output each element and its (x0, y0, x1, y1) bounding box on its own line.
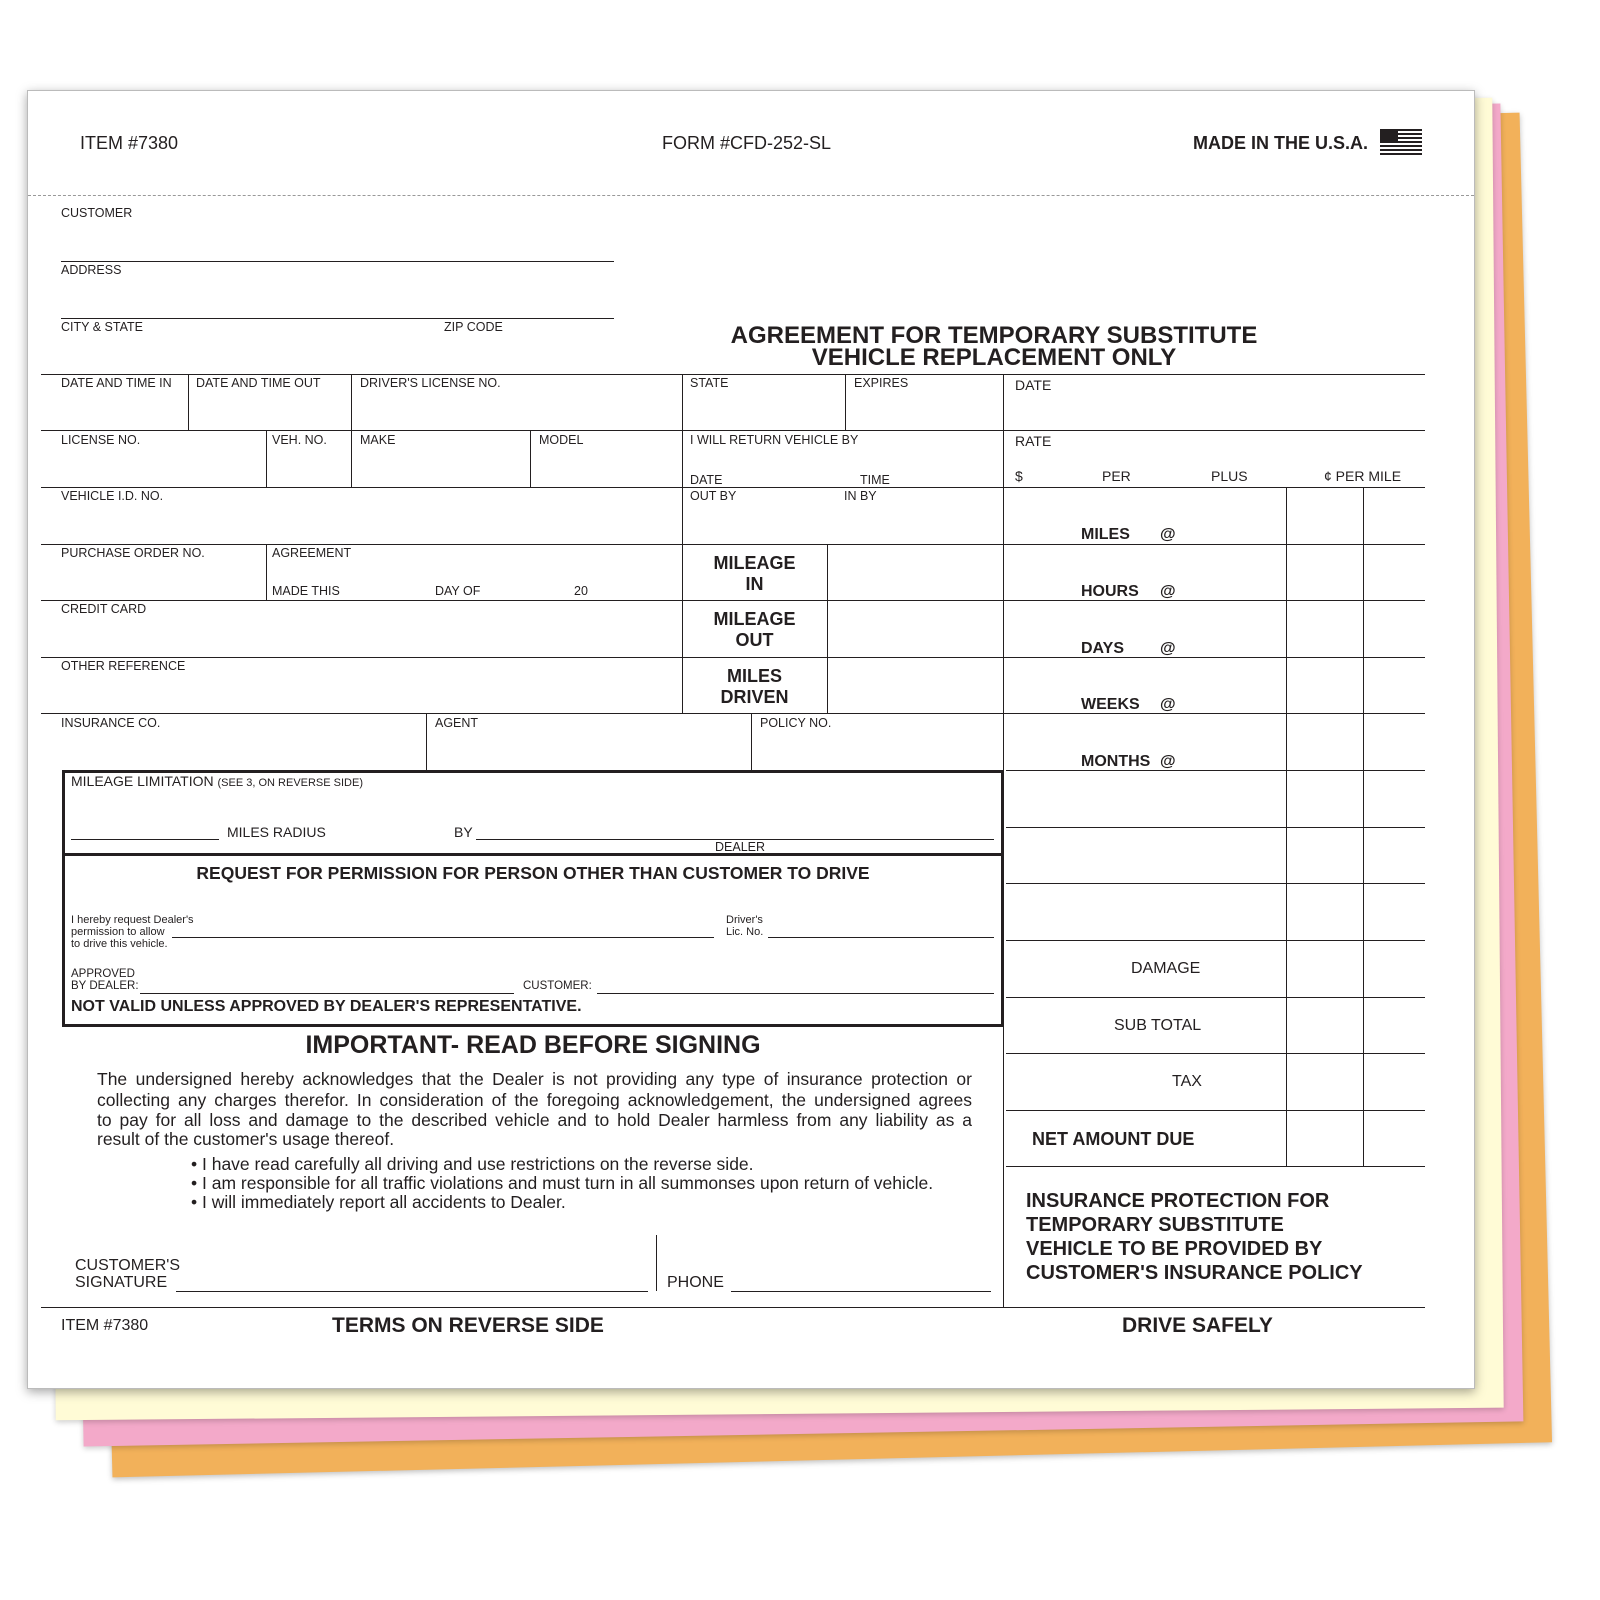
grid-line (351, 374, 352, 430)
not-valid-notice: NOT VALID UNLESS APPROVED BY DEALER'S REPRESENTATIVE. (71, 998, 582, 1015)
drivers-lic-label-2: Lic. No. (726, 926, 764, 938)
terms-on-reverse: TERMS ON REVERSE SIDE (332, 1314, 604, 1337)
drive-safely: DRIVE SAFELY (1122, 1314, 1273, 1337)
dealer-label: DEALER (715, 840, 766, 854)
signature-divider (656, 1235, 657, 1291)
grid-line (751, 713, 752, 770)
mileage-limitation-title: MILEAGE LIMITATION (71, 773, 214, 789)
footer-item-number: ITEM #7380 (61, 1317, 149, 1334)
insurance-notice-2: TEMPORARY SUBSTITUTE (1026, 1214, 1284, 1236)
insurance-notice-4: CUSTOMER'S INSURANCE POLICY (1026, 1262, 1363, 1284)
approved-label-1: APPROVED (71, 968, 135, 980)
charge-months-label: MONTHS (1081, 753, 1151, 770)
agreement-label: AGREEMENT (272, 546, 352, 560)
address-label: ADDRESS (61, 263, 122, 277)
subtotal-label: SUB TOTAL (1114, 1017, 1202, 1034)
charge-miles-label: MILES (1081, 526, 1130, 543)
date-label: DATE (1015, 377, 1052, 393)
drivers-license-label: DRIVER'S LICENSE NO. (360, 376, 501, 390)
model-label: MODEL (539, 433, 584, 447)
address-line[interactable] (61, 318, 614, 319)
return-by-label: I WILL RETURN VEHICLE BY (690, 433, 859, 447)
signature-label-1: CUSTOMER'S (75, 1257, 180, 1274)
insurance-notice-1: INSURANCE PROTECTION FOR (1026, 1190, 1330, 1212)
customer-approval-label: CUSTOMER: (523, 980, 592, 992)
city-state-label: CITY & STATE (61, 320, 143, 334)
rate-plus-label: PLUS (1211, 468, 1248, 484)
in-by-label: IN BY (844, 489, 877, 503)
miles-driven-label-2: DRIVEN (720, 687, 789, 707)
important-line-2: collecting any charges therefor. In consideration of the foregoing acknowledgement, the undersigned agrees (97, 1089, 972, 1110)
policy-no-label: POLICY NO. (760, 716, 832, 730)
customer-label: CUSTOMER (61, 206, 133, 220)
rate-per-label: PER (1102, 468, 1131, 484)
grid-line (426, 713, 427, 770)
customer-signature-line[interactable] (176, 1291, 648, 1292)
tax-label: TAX (1172, 1073, 1202, 1090)
grid-line (41, 487, 1425, 488)
insurance-co-label: INSURANCE CO. (61, 716, 161, 730)
mileage-limitation-label (71, 774, 363, 789)
permission-title: REQUEST FOR PERMISSION FOR PERSON OTHER THAN CUSTOMER TO DRIVE (196, 863, 870, 883)
credit-card-label: CREDIT CARD (61, 602, 147, 616)
mileage-in-label-2: IN (745, 574, 764, 594)
charge-weeks-label: WEEKS (1081, 696, 1140, 713)
made-in-usa: MADE IN THE U.S.A. (1193, 133, 1369, 153)
out-by-label: OUT BY (690, 489, 737, 503)
date-time-in-label: DATE AND TIME IN (61, 376, 172, 390)
signature-label-2: SIGNATURE (75, 1274, 168, 1291)
customer-approval-line[interactable] (597, 993, 994, 994)
state-label: STATE (690, 376, 729, 390)
miles-radius-label: MILES RADIUS (227, 824, 326, 840)
approved-by-dealer-line[interactable] (140, 993, 514, 994)
grid-line (845, 374, 846, 430)
grid-line (1286, 487, 1287, 1167)
return-date-label: DATE (690, 473, 723, 487)
phone-line[interactable] (731, 1291, 991, 1292)
day-of-label: DAY OF (435, 584, 481, 598)
bullet-2: • I am responsible for all traffic violations and must turn in all summonses upon return of vehicle. (191, 1173, 934, 1193)
grid-line (41, 713, 1425, 714)
po-no-label: PURCHASE ORDER NO. (61, 546, 205, 560)
at-sign: @ (1160, 753, 1176, 770)
mileage-out-label: MILEAGE (713, 609, 796, 629)
at-sign: @ (1160, 640, 1176, 657)
agent-label: AGENT (435, 716, 479, 730)
year-prefix: 20 (574, 584, 588, 598)
make-label: MAKE (360, 433, 396, 447)
charge-hours-label: HOURS (1081, 583, 1139, 600)
important-title: IMPORTANT- READ BEFORE SIGNING (305, 1031, 761, 1059)
miles-driven-label: MILES (726, 666, 782, 686)
at-sign: @ (1160, 696, 1176, 713)
rate-cents-per-mile-label: ¢ PER MILE (1324, 468, 1402, 484)
grid-line (41, 600, 1425, 601)
item-number: ITEM #7380 (80, 133, 179, 153)
rate-label: RATE (1015, 433, 1052, 449)
form-title-line2: VEHICLE REPLACEMENT ONLY (811, 344, 1177, 371)
permitted-person-line[interactable] (172, 937, 714, 938)
grid-line (1363, 487, 1364, 1167)
bullet-1: • I have read carefully all driving and use restrictions on the reverse side. (191, 1154, 754, 1174)
form-number: FORM #CFD-252-SL (662, 133, 832, 153)
by-label: BY (454, 824, 473, 840)
drivers-lic-label-1: Driver's (726, 914, 763, 926)
damage-label: DAMAGE (1131, 960, 1201, 977)
mileage-out-label-2: OUT (735, 630, 774, 650)
drivers-lic-line[interactable] (768, 937, 994, 938)
date-time-out-label: DATE AND TIME OUT (196, 376, 321, 390)
important-line-3: to pay for all loss and damage to the described vehicle and to hold Dealer harmless from any liability as a (97, 1110, 972, 1130)
grid-line (351, 430, 352, 487)
expires-label: EXPIRES (854, 376, 909, 390)
important-line-4: result of the customer's usage thereof. (97, 1129, 395, 1149)
request-text-2: permission to allow (71, 926, 165, 938)
grid-line (41, 1307, 1425, 1308)
net-amount-due-label: NET AMOUNT DUE (1032, 1129, 1195, 1149)
grid-line (530, 430, 531, 487)
form-sheet (27, 90, 1475, 1389)
grid-line (682, 374, 683, 713)
perforation-line (28, 195, 1474, 196)
rate-dollar-sign: $ (1015, 468, 1023, 484)
request-text-1: I hereby request Dealer's (71, 914, 194, 926)
grid-line (41, 657, 1425, 658)
important-paragraph (97, 1069, 972, 1131)
approved-label-2: BY DEALER: (71, 980, 139, 992)
grid-line (41, 544, 1425, 545)
grid-line (266, 430, 267, 487)
at-sign: @ (1160, 583, 1176, 600)
request-text-3: to drive this vehicle. (71, 938, 168, 950)
form-title-line1: AGREEMENT FOR TEMPORARY SUBSTITUTE (730, 322, 1258, 349)
important-line-1: The undersigned hereby acknowledges that the Dealer is not providing any type of insurance protection or (97, 1069, 972, 1089)
grid-line (41, 374, 1425, 375)
made-this-label: MADE THIS (272, 584, 340, 598)
phone-label: PHONE (667, 1274, 724, 1291)
insurance-notice-3: VEHICLE TO BE PROVIDED BY (1026, 1238, 1323, 1260)
license-no-label: LICENSE NO. (61, 433, 141, 447)
zip-code-label: ZIP CODE (444, 320, 503, 334)
veh-no-label: VEH. NO. (272, 433, 327, 447)
bullet-3: • I will immediately report all accidents to Dealer. (191, 1192, 566, 1212)
grid-line (41, 430, 1425, 431)
other-reference-label: OTHER REFERENCE (61, 659, 186, 673)
grid-line (188, 374, 189, 430)
mileage-limitation-note: (SEE 3, ON REVERSE SIDE) (217, 777, 363, 789)
return-time-label: TIME (860, 473, 890, 487)
charge-days-label: DAYS (1081, 640, 1124, 657)
mileage-in-label: MILEAGE (713, 553, 796, 573)
vin-label: VEHICLE I.D. NO. (61, 489, 164, 503)
grid-line (827, 544, 828, 713)
at-sign: @ (1160, 526, 1176, 543)
miles-radius-line[interactable] (71, 839, 219, 840)
us-flag-icon (1380, 129, 1422, 160)
customer-line[interactable] (61, 261, 614, 262)
grid-line (266, 544, 267, 600)
